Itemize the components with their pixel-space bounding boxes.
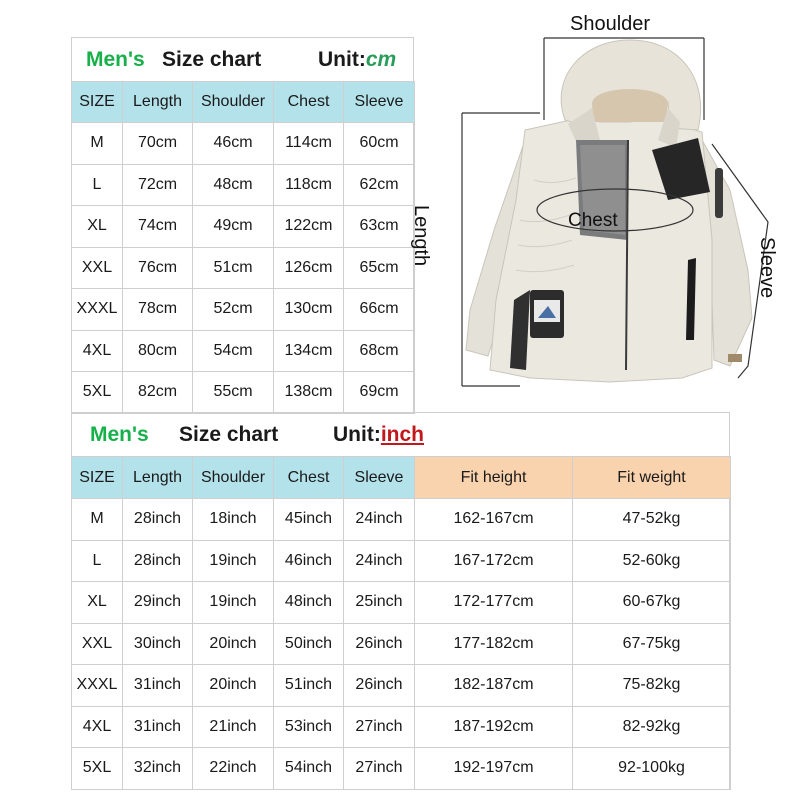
cell-shoulder: 21inch: [193, 706, 274, 748]
cell-chest: 118cm: [274, 164, 344, 206]
cell-length: 28inch: [123, 540, 193, 582]
header-chest: Chest: [274, 82, 344, 123]
cell-fit-weight: 67-75kg: [573, 623, 731, 665]
cell-length: 72cm: [123, 164, 193, 206]
table-row: [72, 123, 415, 165]
cell-fit-height: 172-177cm: [415, 582, 573, 624]
cell-sleeve: 68cm: [344, 330, 415, 372]
cell-size: 5XL: [72, 372, 123, 414]
header-length: Length: [123, 82, 193, 123]
cell-fit-height: 167-172cm: [415, 540, 573, 582]
cell-fit-weight: 75-82kg: [573, 665, 731, 707]
sleeve-label: Sleeve: [756, 237, 778, 299]
cell-sleeve: 69cm: [344, 372, 415, 414]
cell-sleeve: 24inch: [344, 540, 415, 582]
cell-length: 78cm: [123, 289, 193, 331]
cell-size: XXXL: [72, 665, 123, 707]
header-shoulder: Shoulder: [193, 457, 274, 499]
table-row: [72, 623, 731, 665]
header-fit-weight: Fit weight: [573, 457, 731, 499]
cell-shoulder: 55cm: [193, 372, 274, 414]
cell-sleeve: 27inch: [344, 706, 415, 748]
cell-chest: 122cm: [274, 206, 344, 248]
unit-value: inch: [380, 422, 424, 446]
table-row: [72, 706, 731, 748]
cell-size: XXXL: [72, 289, 123, 331]
cell-size: XL: [72, 206, 123, 248]
cell-shoulder: 22inch: [193, 748, 274, 790]
table-header-row: [72, 82, 415, 123]
cell-shoulder: 48cm: [193, 164, 274, 206]
table-row: [72, 748, 731, 790]
header-chest: Chest: [274, 457, 344, 499]
table-row: [72, 330, 415, 372]
cell-shoulder: 54cm: [193, 330, 274, 372]
cell-fit-weight: 60-67kg: [573, 582, 731, 624]
cell-sleeve: 62cm: [344, 164, 415, 206]
cell-chest: 45inch: [274, 499, 344, 541]
size-chart-cm-title: [72, 38, 413, 82]
size-table-cm: [71, 81, 415, 414]
table-row: [72, 499, 731, 541]
cell-length: 31inch: [123, 665, 193, 707]
cell-shoulder: 20inch: [193, 665, 274, 707]
cell-chest: 51inch: [274, 665, 344, 707]
table-row: [72, 540, 731, 582]
cell-fit-weight: 92-100kg: [573, 748, 731, 790]
unit-label: Unit:cm: [318, 47, 397, 71]
table-row: [72, 665, 731, 707]
cell-size: 4XL: [72, 706, 123, 748]
size-chart-label: Size chart: [162, 47, 262, 71]
cell-fit-height: 187-192cm: [415, 706, 573, 748]
size-chart-inch: [71, 412, 730, 790]
cell-size: XL: [72, 582, 123, 624]
cell-sleeve: 63cm: [344, 206, 415, 248]
cell-chest: 48inch: [274, 582, 344, 624]
size-chart-label: Size chart: [179, 422, 279, 446]
shoulder-label: Shoulder: [570, 13, 651, 35]
cell-chest: 138cm: [274, 372, 344, 414]
cell-chest: 54inch: [274, 748, 344, 790]
cell-size: M: [72, 123, 123, 165]
cell-chest: 53inch: [274, 706, 344, 748]
size-chart-cm: [71, 37, 414, 414]
header-length: Length: [123, 457, 193, 499]
cell-fit-height: 192-197cm: [415, 748, 573, 790]
cell-fit-weight: 47-52kg: [573, 499, 731, 541]
cell-size: L: [72, 164, 123, 206]
cell-sleeve: 66cm: [344, 289, 415, 331]
cell-sleeve: 24inch: [344, 499, 415, 541]
mens-label: Men's: [86, 47, 145, 71]
cell-fit-height: 162-167cm: [415, 499, 573, 541]
cell-chest: 130cm: [274, 289, 344, 331]
cell-shoulder: 19inch: [193, 582, 274, 624]
cell-length: 82cm: [123, 372, 193, 414]
jacket-diagram: [410, 0, 800, 400]
cell-fit-weight: 52-60kg: [573, 540, 731, 582]
header-sleeve: Sleeve: [344, 457, 415, 499]
chest-label: Chest: [568, 210, 618, 231]
cell-length: 28inch: [123, 499, 193, 541]
cell-size: M: [72, 499, 123, 541]
cell-sleeve: 60cm: [344, 123, 415, 165]
cell-shoulder: 52cm: [193, 289, 274, 331]
cell-sleeve: 27inch: [344, 748, 415, 790]
cell-length: 29inch: [123, 582, 193, 624]
cell-shoulder: 19inch: [193, 540, 274, 582]
cell-chest: 114cm: [274, 123, 344, 165]
table-row: [72, 582, 731, 624]
header-shoulder: Shoulder: [193, 82, 274, 123]
table-row: [72, 247, 415, 289]
cell-fit-height: 177-182cm: [415, 623, 573, 665]
cell-length: 30inch: [123, 623, 193, 665]
table-header-row: [72, 457, 731, 499]
cell-length: 70cm: [123, 123, 193, 165]
cell-sleeve: 25inch: [344, 582, 415, 624]
cell-chest: 126cm: [274, 247, 344, 289]
cell-size: 4XL: [72, 330, 123, 372]
jacket-illustration: [430, 0, 800, 400]
cell-length: 76cm: [123, 247, 193, 289]
cell-length: 32inch: [123, 748, 193, 790]
unit-value: cm: [365, 47, 397, 71]
cell-size: XXL: [72, 247, 123, 289]
header-sleeve: Sleeve: [344, 82, 415, 123]
cell-chest: 46inch: [274, 540, 344, 582]
cell-sleeve: 26inch: [344, 665, 415, 707]
size-table-inch: [71, 456, 731, 790]
table-row: [72, 289, 415, 331]
cell-sleeve: 65cm: [344, 247, 415, 289]
table-row: [72, 206, 415, 248]
cell-length: 74cm: [123, 206, 193, 248]
mens-label: Men's: [90, 422, 149, 446]
header-size: SIZE: [72, 82, 123, 123]
table-row: [72, 372, 415, 414]
cell-size: XXL: [72, 623, 123, 665]
header-fit-height: Fit height: [415, 457, 573, 499]
cell-shoulder: 20inch: [193, 623, 274, 665]
cell-size: L: [72, 540, 123, 582]
header-size: SIZE: [72, 457, 123, 499]
length-label: Length: [410, 205, 432, 267]
cell-shoulder: 51cm: [193, 247, 274, 289]
cell-fit-height: 182-187cm: [415, 665, 573, 707]
cell-shoulder: 18inch: [193, 499, 274, 541]
size-chart-inch-title: [72, 413, 729, 457]
cell-length: 31inch: [123, 706, 193, 748]
cell-shoulder: 46cm: [193, 123, 274, 165]
unit-label: Unit:inch: [333, 422, 424, 446]
cell-size: 5XL: [72, 748, 123, 790]
cell-fit-weight: 82-92kg: [573, 706, 731, 748]
cell-length: 80cm: [123, 330, 193, 372]
cell-chest: 50inch: [274, 623, 344, 665]
table-row: [72, 164, 415, 206]
cell-shoulder: 49cm: [193, 206, 274, 248]
cell-sleeve: 26inch: [344, 623, 415, 665]
cell-chest: 134cm: [274, 330, 344, 372]
